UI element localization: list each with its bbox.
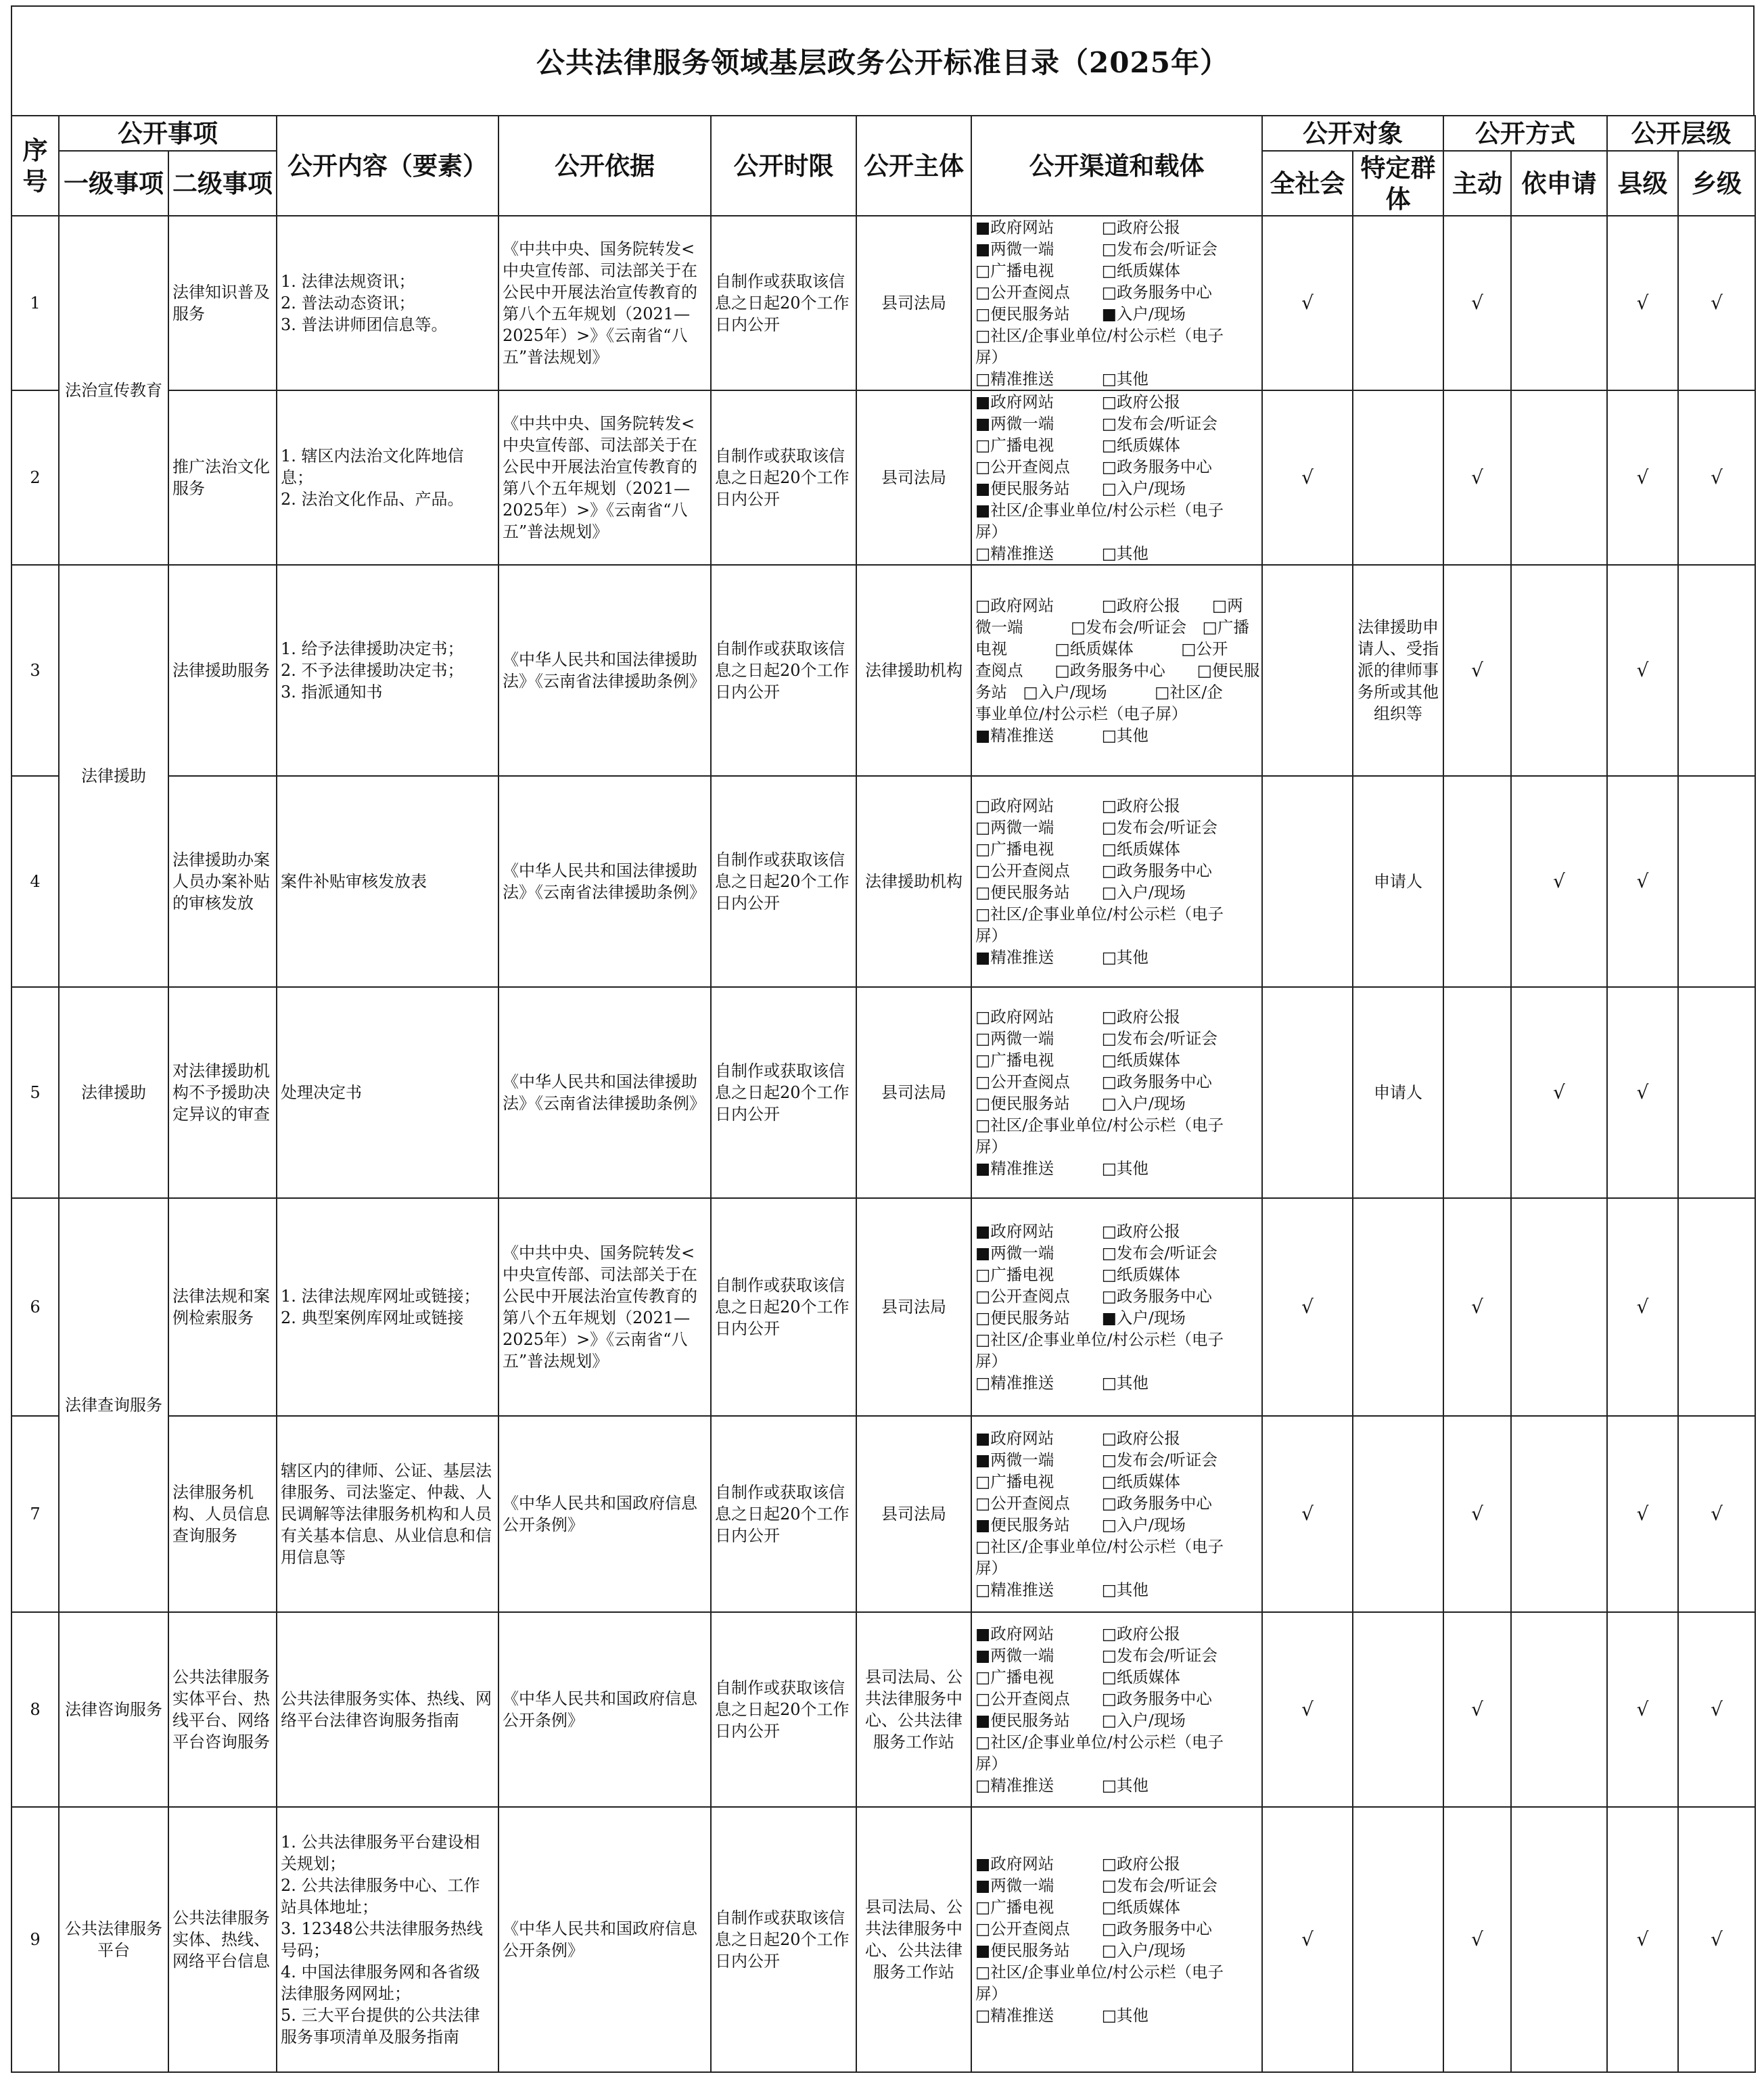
cell-township	[1678, 776, 1755, 987]
cell-content: 辖区内的律师、公证、基层法律服务、司法鉴定、仲裁、人民调解等法律服务机构和人员有关基本信息、从业信息和信用信息等	[277, 1416, 498, 1612]
catalog-table	[11, 115, 1756, 2073]
cell-subject: 县司法局、公共法律服务中心、公共法律服务工作站	[856, 1612, 971, 1807]
cell-specific-group	[1353, 216, 1443, 390]
cell-on-request: √	[1511, 776, 1607, 987]
cell-township: √	[1678, 1612, 1755, 1807]
cell-county: √	[1607, 216, 1678, 390]
table-row	[11, 1807, 1755, 2072]
cell-level2: 法律服务机构、人员信息查询服务	[168, 1416, 277, 1612]
cell-active	[1443, 987, 1511, 1198]
header-item-group: 公开事项	[59, 116, 277, 151]
cell-on-request	[1511, 1807, 1607, 2072]
cell-active: √	[1443, 1416, 1511, 1612]
cell-level1: 法律咨询服务	[59, 1612, 168, 1807]
cell-time-limit: 自制作或获取该信息之日起20个工作日内公开	[711, 390, 856, 565]
cell-subject: 县司法局、公共法律服务中心、公共法律服务工作站	[856, 1807, 971, 2072]
cell-subject: 法律援助机构	[856, 776, 971, 987]
channel-checkbox-list: ■政府网站 □政府公报 ■两微一端 □发布会/听证会 □广播电视 □纸质媒体 □公开查阅点 □政务服务中心 □便民服务站 ■入户/现场 □社区/企事业单位/村公示栏（电子 屏） □精准推送 □其他	[975, 218, 1224, 388]
cell-seq: 4	[11, 776, 59, 987]
table-row	[11, 987, 1755, 1198]
cell-content: 1. 法律法规资讯； 2. 普法动态资讯； 3. 普法讲师团信息等。	[277, 216, 498, 390]
catalog-body	[11, 216, 1755, 2072]
cell-level2: 推广法治文化服务	[168, 390, 277, 565]
cell-on-request	[1511, 1612, 1607, 1807]
cell-seq: 5	[11, 987, 59, 1198]
cell-all-society: √	[1262, 390, 1353, 565]
cell-subject: 县司法局	[856, 1416, 971, 1612]
channel-checkbox-list: □政府网站 □政府公报 □两 微一端 □发布会/听证会 □广播 电视 □纸质媒体 □公开 查阅点 □政务服务中心 □便民服 务站 □入户/现场 □社区/企 事业单位/村公示栏（电子屏） ■精准推送 □其他	[975, 596, 1260, 745]
cell-all-society: √	[1262, 1198, 1353, 1416]
cell-all-society	[1262, 776, 1353, 987]
cell-basis: 《中共中央、国务院转发<中央宣传部、司法部关于在公民中开展法治宣传教育的第八个五年规划（2021—2025年）>》《云南省“八五”普法规划》	[498, 1198, 711, 1416]
header-level2: 二级事项	[168, 151, 277, 216]
cell-subject: 县司法局	[856, 390, 971, 565]
cell-time-limit: 自制作或获取该信息之日起20个工作日内公开	[711, 1807, 856, 2072]
table-row	[11, 565, 1755, 776]
cell-township	[1678, 1198, 1755, 1416]
title-row	[11, 5, 1755, 115]
cell-county: √	[1607, 1807, 1678, 2072]
channel-checkbox-list: □政府网站 □政府公报 □两微一端 □发布会/听证会 □广播电视 □纸质媒体 □公开查阅点 □政务服务中心 □便民服务站 □入户/现场 □社区/企事业单位/村公示栏（电子 屏） ■精准推送 □其他	[975, 1007, 1224, 1178]
cell-seq: 1	[11, 216, 59, 390]
cell-active	[1443, 776, 1511, 987]
cell-channels	[971, 216, 1262, 390]
cell-channels	[971, 776, 1262, 987]
cell-time-limit: 自制作或获取该信息之日起20个工作日内公开	[711, 776, 856, 987]
cell-all-society: √	[1262, 1416, 1353, 1612]
header-level-group: 公开层级	[1607, 116, 1755, 151]
cell-time-limit: 自制作或获取该信息之日起20个工作日内公开	[711, 1198, 856, 1416]
cell-basis: 《中华人民共和国政府信息公开条例》	[498, 1807, 711, 2072]
table-row	[11, 390, 1755, 565]
cell-township: √	[1678, 1807, 1755, 2072]
cell-on-request	[1511, 216, 1607, 390]
cell-channels	[971, 1612, 1262, 1807]
cell-content: 1. 辖区内法治文化阵地信息； 2. 法治文化作品、产品。	[277, 390, 498, 565]
header-target-group: 公开对象	[1262, 116, 1443, 151]
cell-seq: 9	[11, 1807, 59, 2072]
cell-level2: 法律知识普及服务	[168, 216, 277, 390]
cell-active: √	[1443, 390, 1511, 565]
cell-channels	[971, 1198, 1262, 1416]
cell-seq: 2	[11, 390, 59, 565]
cell-content: 1. 给予法律援助决定书； 2. 不予法律援助决定书； 3. 指派通知书	[277, 565, 498, 776]
header-on-request: 依申请	[1511, 151, 1607, 216]
channel-checkbox-list: ■政府网站 □政府公报 ■两微一端 □发布会/听证会 □广播电视 □纸质媒体 □公开查阅点 □政务服务中心 ■便民服务站 □入户/现场 ■社区/企事业单位/村公示栏（电子 屏） □精准推送 □其他	[975, 392, 1224, 563]
cell-county: √	[1607, 1416, 1678, 1612]
cell-basis: 《中华人民共和国法律援助法》《云南省法律援助条例》	[498, 776, 711, 987]
header-level1: 一级事项	[59, 151, 168, 216]
cell-county: √	[1607, 565, 1678, 776]
cell-subject: 县司法局	[856, 216, 971, 390]
cell-on-request: √	[1511, 987, 1607, 1198]
channel-checkbox-list: ■政府网站 □政府公报 ■两微一端 □发布会/听证会 □广播电视 □纸质媒体 □公开查阅点 □政务服务中心 □便民服务站 ■入户/现场 □社区/企事业单位/村公示栏（电子 屏） □精准推送 □其他	[975, 1222, 1224, 1392]
cell-specific-group	[1353, 1416, 1443, 1612]
cell-channels	[971, 1416, 1262, 1612]
cell-channels	[971, 1807, 1262, 2072]
cell-on-request	[1511, 390, 1607, 565]
cell-content: 1. 法律法规库网址或链接； 2. 典型案例库网址或链接	[277, 1198, 498, 1416]
header-active: 主动	[1443, 151, 1511, 216]
cell-level2: 法律援助办案人员办案补贴的审核发放	[168, 776, 277, 987]
cell-township: √	[1678, 390, 1755, 565]
header-seq: 序号	[11, 116, 59, 216]
header-content: 公开内容（要素）	[277, 116, 498, 216]
cell-all-society: √	[1262, 1807, 1353, 2072]
table-row	[11, 1416, 1755, 1612]
cell-township	[1678, 987, 1755, 1198]
cell-specific-group: 申请人	[1353, 776, 1443, 987]
cell-content: 处理决定书	[277, 987, 498, 1198]
cell-basis: 《中华人民共和国法律援助法》《云南省法律援助条例》	[498, 987, 711, 1198]
cell-county: √	[1607, 776, 1678, 987]
cell-subject: 法律援助机构	[856, 565, 971, 776]
cell-specific-group	[1353, 390, 1443, 565]
cell-on-request	[1511, 565, 1607, 776]
cell-content: 1. 公共法律服务平台建设相关规划； 2. 公共法律服务中心、工作站具体地址； 3. 12348公共法律服务热线号码； 4. 中国法律服务网和各省级法律服务网网址； 5. 三大平台提供的公共法律服务事项清单及服务指南	[277, 1807, 498, 2072]
cell-level2: 对法律援助机构不予援助决定异议的审查	[168, 987, 277, 1198]
channel-checkbox-list: □政府网站 □政府公报 □两微一端 □发布会/听证会 □广播电视 □纸质媒体 □公开查阅点 □政务服务中心 □便民服务站 □入户/现场 □社区/企事业单位/村公示栏（电子 屏） ■精准推送 □其他	[975, 796, 1224, 967]
cell-all-society	[1262, 987, 1353, 1198]
table-row	[11, 1198, 1755, 1416]
header-subject: 公开主体	[856, 116, 971, 216]
cell-subject: 县司法局	[856, 987, 971, 1198]
cell-active: √	[1443, 565, 1511, 776]
header-all-society: 全社会	[1262, 151, 1353, 216]
cell-basis: 《中华人民共和国政府信息公开条例》	[498, 1416, 711, 1612]
header-township: 乡级	[1678, 151, 1755, 216]
cell-content: 案件补贴审核发放表	[277, 776, 498, 987]
cell-township	[1678, 565, 1755, 776]
cell-active: √	[1443, 216, 1511, 390]
cell-specific-group: 申请人	[1353, 987, 1443, 1198]
cell-time-limit: 自制作或获取该信息之日起20个工作日内公开	[711, 565, 856, 776]
table-row	[11, 216, 1755, 390]
cell-specific-group	[1353, 1198, 1443, 1416]
channel-checkbox-list: ■政府网站 □政府公报 ■两微一端 □发布会/听证会 □广播电视 □纸质媒体 □公开查阅点 □政务服务中心 ■便民服务站 □入户/现场 □社区/企事业单位/村公示栏（电子 屏） □精准推送 □其他	[975, 1624, 1224, 1795]
header-specific-group: 特定群体	[1353, 151, 1443, 216]
cell-level2: 公共法律服务实体平台、热线平台、网络平台咨询服务	[168, 1612, 277, 1807]
cell-specific-group	[1353, 1807, 1443, 2072]
header-county: 县级	[1607, 151, 1678, 216]
cell-time-limit: 自制作或获取该信息之日起20个工作日内公开	[711, 1612, 856, 1807]
channel-checkbox-list: ■政府网站 □政府公报 ■两微一端 □发布会/听证会 □广播电视 □纸质媒体 □公开查阅点 □政务服务中心 ■便民服务站 □入户/现场 □社区/企事业单位/村公示栏（电子 屏） □精准推送 □其他	[975, 1429, 1224, 1599]
cell-seq: 7	[11, 1416, 59, 1612]
cell-on-request	[1511, 1416, 1607, 1612]
header-channels: 公开渠道和载体	[971, 116, 1262, 216]
cell-content: 公共法律服务实体、热线、网络平台法律咨询服务指南	[277, 1612, 498, 1807]
cell-level1: 法律援助	[59, 565, 168, 987]
cell-channels	[971, 987, 1262, 1198]
cell-time-limit: 自制作或获取该信息之日起20个工作日内公开	[711, 216, 856, 390]
cell-level2: 公共法律服务实体、热线、网络平台信息	[168, 1807, 277, 2072]
cell-seq: 3	[11, 565, 59, 776]
cell-all-society	[1262, 565, 1353, 776]
cell-basis: 《中共中央、国务院转发<中央宣传部、司法部关于在公民中开展法治宣传教育的第八个五年规划（2021—2025年）>》《云南省“八五”普法规划》	[498, 390, 711, 565]
cell-all-society: √	[1262, 216, 1353, 390]
cell-subject: 县司法局	[856, 1198, 971, 1416]
cell-seq: 6	[11, 1198, 59, 1416]
cell-active: √	[1443, 1807, 1511, 2072]
catalog-sheet	[11, 5, 1755, 2073]
cell-basis: 《中共中央、国务院转发<中央宣传部、司法部关于在公民中开展法治宣传教育的第八个五年规划（2021—2025年）>》《云南省“八五”普法规划》	[498, 216, 711, 390]
cell-basis: 《中华人民共和国政府信息公开条例》	[498, 1612, 711, 1807]
cell-active: √	[1443, 1198, 1511, 1416]
page-title: 公共法律服务领域基层政务公开标准目录（2025年）	[536, 46, 1229, 79]
channel-checkbox-list: ■政府网站 □政府公报 ■两微一端 □发布会/听证会 □广播电视 □纸质媒体 □公开查阅点 □政务服务中心 ■便民服务站 □入户/现场 □社区/企事业单位/村公示栏（电子 屏） □精准推送 □其他	[975, 1854, 1224, 2025]
header-mode-group: 公开方式	[1443, 116, 1607, 151]
cell-township: √	[1678, 1416, 1755, 1612]
table-row	[11, 776, 1755, 987]
cell-county: √	[1607, 987, 1678, 1198]
cell-level2: 法律法规和案例检索服务	[168, 1198, 277, 1416]
cell-level1: 法律查询服务	[59, 1198, 168, 1612]
cell-specific-group	[1353, 1612, 1443, 1807]
cell-time-limit: 自制作或获取该信息之日起20个工作日内公开	[711, 987, 856, 1198]
cell-basis: 《中华人民共和国法律援助法》《云南省法律援助条例》	[498, 565, 711, 776]
cell-level1: 法律援助	[59, 987, 168, 1198]
cell-all-society: √	[1262, 1612, 1353, 1807]
cell-specific-group: 法律援助申请人、受指派的律师事务所或其他组织等	[1353, 565, 1443, 776]
cell-county: √	[1607, 390, 1678, 565]
cell-seq: 8	[11, 1612, 59, 1807]
cell-level1: 法治宣传教育	[59, 216, 168, 565]
table-row	[11, 1612, 1755, 1807]
cell-township: √	[1678, 216, 1755, 390]
cell-active: √	[1443, 1612, 1511, 1807]
header-basis: 公开依据	[498, 116, 711, 216]
cell-on-request	[1511, 1198, 1607, 1416]
cell-county: √	[1607, 1198, 1678, 1416]
cell-channels	[971, 565, 1262, 776]
cell-channels	[971, 390, 1262, 565]
cell-level1: 公共法律服务平台	[59, 1807, 168, 2072]
header-time-limit: 公开时限	[711, 116, 856, 216]
cell-time-limit: 自制作或获取该信息之日起20个工作日内公开	[711, 1416, 856, 1612]
cell-level2: 法律援助服务	[168, 565, 277, 776]
cell-county: √	[1607, 1612, 1678, 1807]
